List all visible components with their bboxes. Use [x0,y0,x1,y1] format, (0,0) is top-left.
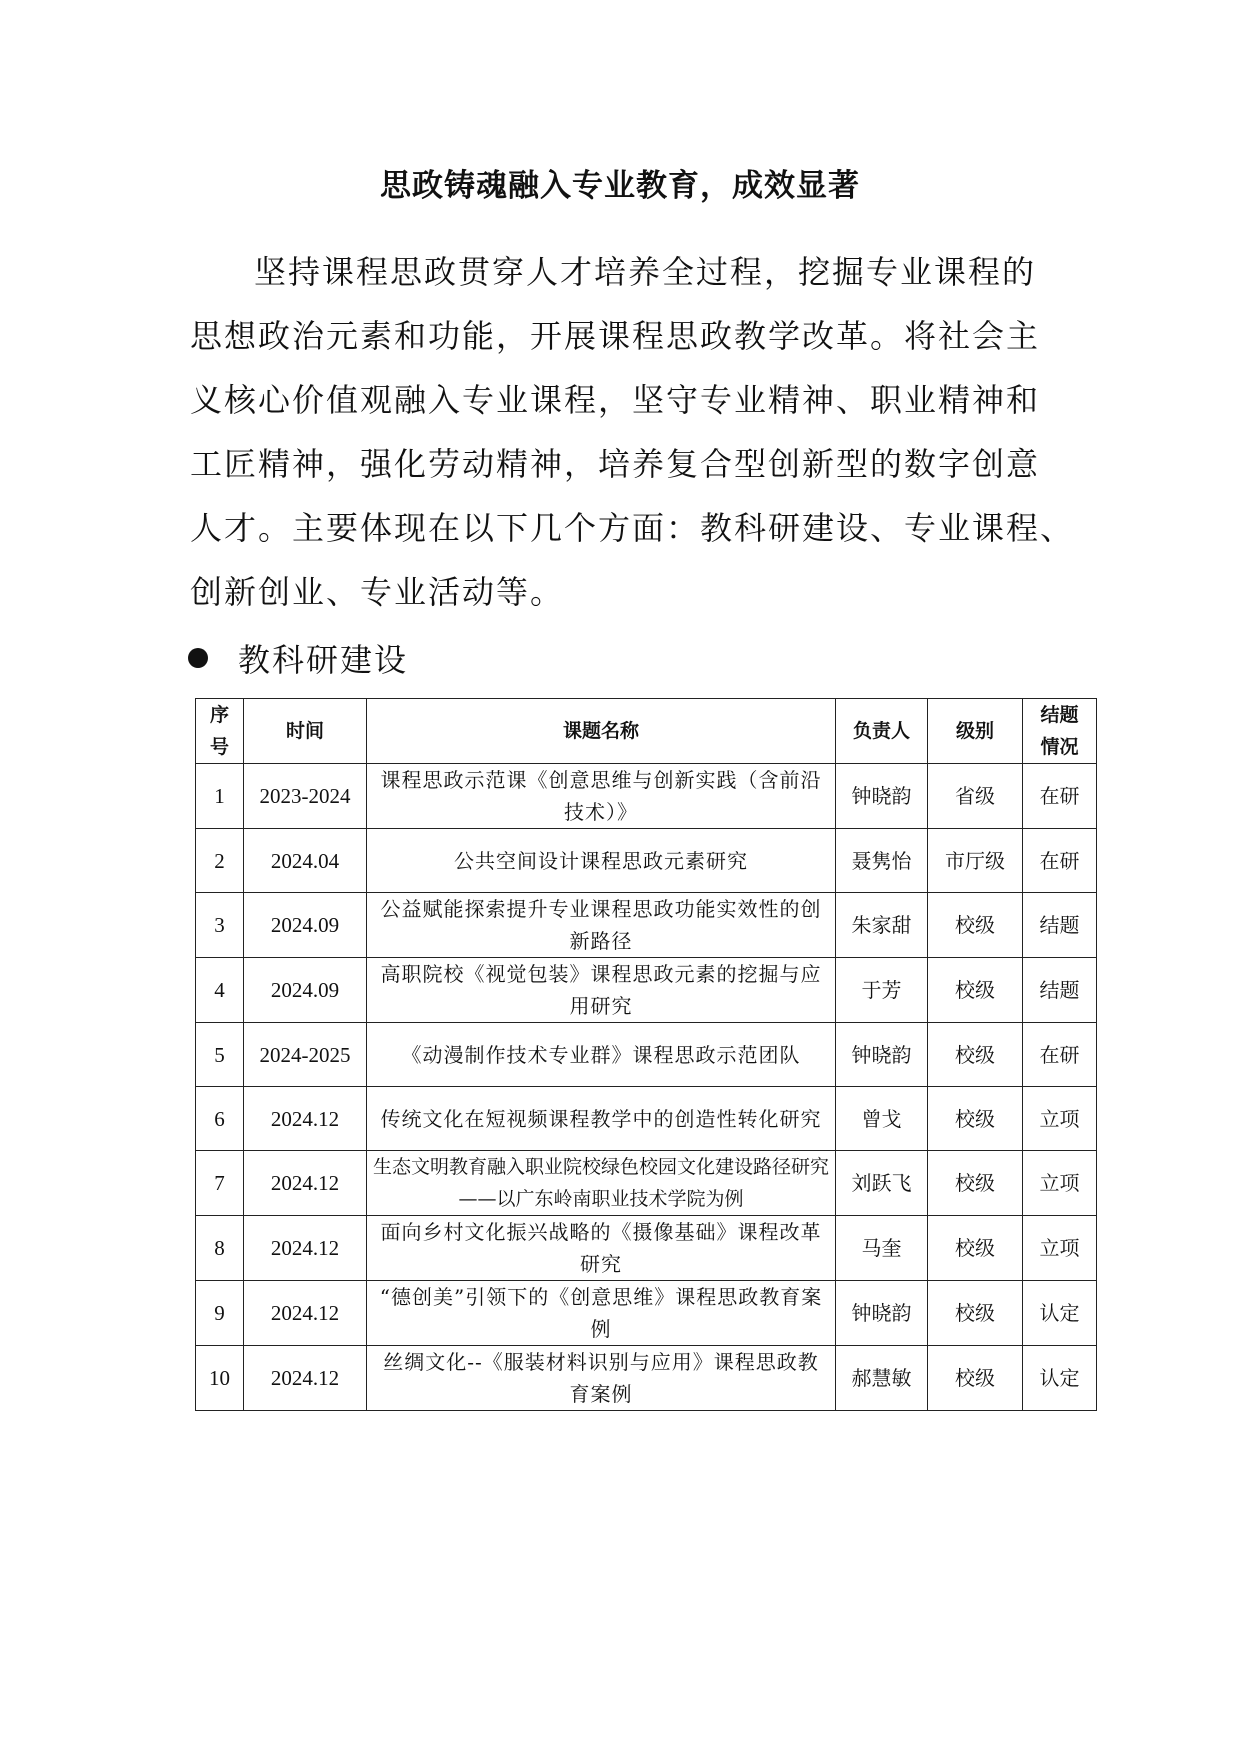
cell-level: 校级 [928,1216,1023,1281]
cell-time: 2024.12 [244,1087,367,1151]
page-title: 思政铸魂融入专业教育，成效显著 [380,168,860,204]
cell-level: 校级 [928,1346,1023,1411]
cell-no: 10 [196,1346,244,1411]
cell-no: 1 [196,764,244,829]
cell-status: 立项 [1023,1151,1097,1216]
intro-line: 人才。主要体现在以下几个方面：教科研建设、专业课程、 [190,509,1075,547]
table-row [196,1087,1097,1151]
header-time: 时间 [244,699,367,764]
cell-no: 7 [196,1151,244,1216]
bullet-icon [188,648,208,668]
cell-time: 2023-2024 [244,764,367,829]
cell-time: 2024.09 [244,893,367,958]
cell-time: 2024.09 [244,958,367,1023]
cell-time: 2024-2025 [244,1023,367,1087]
cell-leader: 于芳 [836,958,928,1023]
cell-leader: 钟晓韵 [836,1281,928,1346]
cell-status: 立项 [1023,1087,1097,1151]
cell-title: 丝绸文化--《服装材料识别与应用》课程思政教育案例 [367,1346,836,1411]
cell-status: 在研 [1023,1023,1097,1087]
header-no: 序号 [196,699,244,764]
cell-level: 校级 [928,1023,1023,1087]
cell-no: 2 [196,829,244,893]
cell-title: “德创美”引领下的《创意思维》课程思政教育案例 [367,1281,836,1346]
cell-time: 2024.12 [244,1281,367,1346]
cell-level: 校级 [928,893,1023,958]
cell-title: 课程思政示范课《创意思维与创新实践（含前沿技术）》 [367,764,836,829]
section-heading [188,636,408,680]
table-row [196,958,1097,1023]
header-leader: 负责人 [836,699,928,764]
cell-leader: 曾戈 [836,1087,928,1151]
cell-level: 校级 [928,1151,1023,1216]
cell-title: 公益赋能探索提升专业课程思政功能实效性的创新路径 [367,893,836,958]
cell-leader: 郝慧敏 [836,1346,928,1411]
cell-time: 2024.12 [244,1216,367,1281]
cell-leader: 马奎 [836,1216,928,1281]
cell-status: 在研 [1023,829,1097,893]
cell-no: 3 [196,893,244,958]
cell-status: 立项 [1023,1216,1097,1281]
cell-no: 5 [196,1023,244,1087]
header-level: 级别 [928,699,1023,764]
intro-line: 思想政治元素和功能，开展课程思政教学改革。将社会主 [190,317,1041,355]
cell-title: 高职院校《视觉包装》课程思政元素的挖掘与应用研究 [367,958,836,1023]
cell-status: 认定 [1023,1281,1097,1346]
intro-line: 义核心价值观融入专业课程，坚守专业精神、职业精神和 [190,381,1041,419]
cell-no: 4 [196,958,244,1023]
intro-line: 工匠精神，强化劳动精神，培养复合型创新型的数字创意 [190,445,1041,483]
cell-title: 传统文化在短视频课程教学中的创造性转化研究 [367,1087,836,1151]
cell-level: 校级 [928,958,1023,1023]
intro-line: 创新创业、专业活动等。 [190,573,565,611]
intro-line: 坚持课程思政贯穿人才培养全过程，挖掘专业课程的 [254,253,1037,291]
cell-title: 面向乡村文化振兴战略的《摄像基础》课程改革研究 [367,1216,836,1281]
cell-leader: 钟晓韵 [836,1023,928,1087]
cell-level: 校级 [928,1281,1023,1346]
header-title: 课题名称 [367,699,836,764]
header-status: 结题情况 [1023,699,1097,764]
cell-title: 《动漫制作技术专业群》课程思政示范团队 [367,1023,836,1087]
cell-time: 2024.12 [244,1151,367,1216]
cell-time: 2024.04 [244,829,367,893]
cell-title: 生态文明教育融入职业院校绿色校园文化建设路径研究——以广东岭南职业技术学院为例 [367,1151,836,1216]
table-row [196,1346,1097,1411]
table-row [196,1151,1097,1216]
cell-title: 公共空间设计课程思政元素研究 [367,829,836,893]
cell-no: 9 [196,1281,244,1346]
research-table [195,698,1097,1411]
intro-paragraph [190,240,1075,624]
cell-status: 认定 [1023,1346,1097,1411]
cell-leader: 聂隽怡 [836,829,928,893]
cell-status: 结题 [1023,893,1097,958]
cell-leader: 钟晓韵 [836,764,928,829]
cell-level: 校级 [928,1087,1023,1151]
table-row [196,1023,1097,1087]
cell-leader: 朱家甜 [836,893,928,958]
table-row [196,893,1097,958]
cell-status: 结题 [1023,958,1097,1023]
cell-status: 在研 [1023,764,1097,829]
cell-no: 6 [196,1087,244,1151]
cell-leader: 刘跃飞 [836,1151,928,1216]
cell-level: 省级 [928,764,1023,829]
table-row [196,1281,1097,1346]
section-title: 教科研建设 [238,641,409,679]
cell-time: 2024.12 [244,1346,367,1411]
cell-no: 8 [196,1216,244,1281]
cell-level: 市厅级 [928,829,1023,893]
table-header-row [196,699,1097,764]
table-row [196,1216,1097,1281]
table-row [196,829,1097,893]
table-row [196,764,1097,829]
